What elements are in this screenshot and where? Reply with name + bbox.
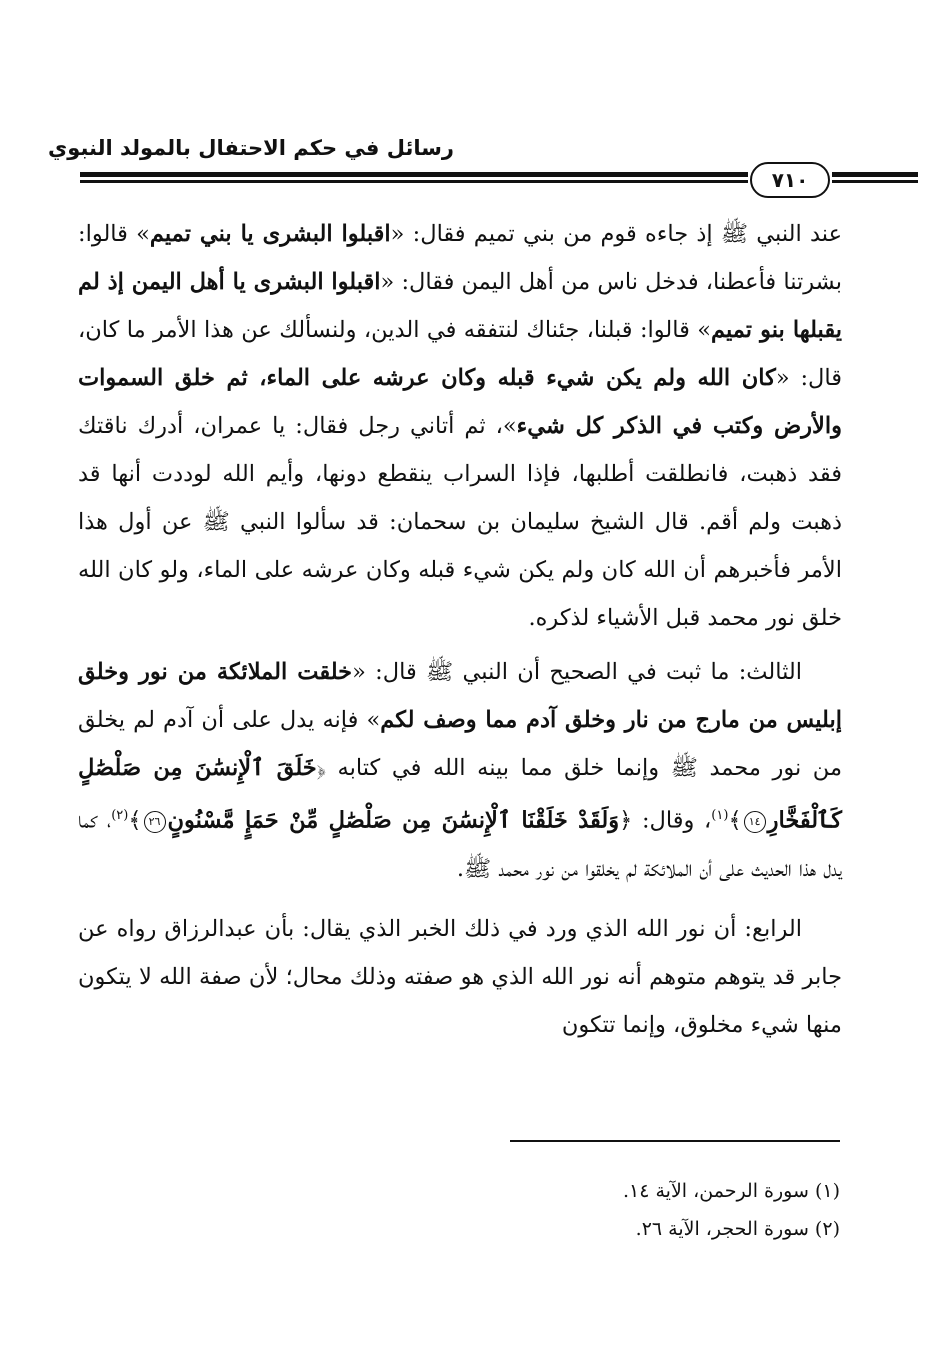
- p1-text-c: » قالوا: بشرتنا فأعطنا، فدخل ناس من أهل اليمن فقال: «: [78, 221, 842, 295]
- footnote-2: (٢) سورة الحجر، الآية ٢٦.: [635, 1218, 840, 1240]
- paragraph-1: [78, 210, 842, 642]
- header-rule-right-bottom: [832, 180, 918, 183]
- p1-text-g: »، ثم أتاني رجل فقال: يا عمران، أدرك ناقتك فقد ذهبت، فانطلقت أطلبها، فإذا السراب ينقطع دونها، وأيم الله لوددت أنها قد ذهبت ولم أقم. قال الشيخ سليمان بن سحمان: قد سألوا النبي ﷺ عن أول هذا الأمر فأخبرهم أن الله كان ولم يكن شيء قبله وكان عرشه على الماء، ولو كان الله خلق نور محمد قبل الأشياء لذكره.: [78, 413, 842, 631]
- main-text: [78, 210, 842, 1049]
- p2-text-e: ، كما يدل هذا الحديث على أن الملائكة لم يخلقوا من نور محمد ﷺ.: [78, 807, 842, 882]
- header-rule-top: [80, 172, 748, 177]
- p2-text-d: ، وقال: ﴿: [619, 807, 712, 834]
- ayah-marker-2: ٢٦: [144, 811, 166, 833]
- paragraph-2: الثالث: ما ثبت في الصحيح أن النبي ﷺ قال: «خلقت الملائكة من نور وخلق إبليس من مارج من نار وخلق آدم مما وصف لكم» فإنه يدل على أن آدم لم يخلق من نور محمد ﷺ وإنما خلق مما بينه الله في كتابه ﴿خَلَقَ ٱلْإِنسَٰنَ مِن صَلْصَٰلٍ كَٱلْفَخَّارِ١٤﴾$^{(١)}$، وقال: ﴿وَلَقَدْ خَلَقْنَا ٱلْإِنسَٰنَ مِن صَلْصَٰلٍ مِّنْ حَمَإٍ مَّسْنُونٍ٢٦﴾$^{(٢)}$، كما يدل هذا الحديث على أن الملائكة لم يخلقوا من نور محمد ﷺ.: [78, 659, 843, 882]
- header-rule-right-top: [832, 172, 918, 177]
- p1-text-e: » قالوا: قبلنا، جئناك لنتفقه في الدين، ولنسألك عن هذا الأمر ما كان، قال: «: [78, 317, 842, 391]
- p2-text-c: » فإنه يدل على أن آدم لم يخلق من نور محمد ﷺ وإنما خلق مما بينه الله في كتابه ﴿: [78, 707, 842, 781]
- footnote-ref-2: (٢): [111, 808, 129, 823]
- page-number: ٧١٠: [750, 162, 830, 198]
- p1-hadith-2: اقبلوا البشرى يا أهل اليمن إذ لم يقبلها بنو تميم: [78, 269, 842, 343]
- quran-verse-2: وَلَقَدْ خَلَقْنَا ٱلْإِنسَٰنَ مِن صَلْصَٰلٍ مِّنْ حَمَإٍ مَّسْنُونٍ: [167, 807, 620, 834]
- footnote-1: (١) سورة الرحمن، الآية ١٤.: [622, 1180, 840, 1202]
- paragraph-3: [78, 905, 842, 1049]
- p2-hadith: خلقت الملائكة من نور وخلق إبليس من مارج من نار وخلق آدم مما وصف لكم: [78, 659, 842, 733]
- p1-text-a: عند النبي ﷺ إذ جاءه قوم من بني تميم فقال: «: [390, 221, 842, 247]
- running-title: رسائل في حكم الاحتفال بالمولد النبوي: [48, 136, 454, 160]
- page-header: [48, 128, 850, 198]
- footnote-divider: [510, 1140, 840, 1142]
- ayah-marker-1: ١٤: [744, 811, 766, 833]
- p2-text-a: الثالث: ما ثبت في الصحيح أن النبي ﷺ قال: «: [352, 659, 803, 685]
- p1-hadith-1: اقبلوا البشرى يا بني تميم: [149, 221, 391, 247]
- quran-verse-1: خَلَقَ ٱلْإِنسَٰنَ مِن صَلْصَٰلٍ كَٱلْفَخَّارِ: [78, 755, 843, 834]
- p1-hadith-3: كان الله ولم يكن شيء قبله وكان عرشه على الماء، ثم خلق السموات والأرض وكتب في الذكر كل شيء: [78, 365, 842, 439]
- header-rule-bottom: [80, 180, 748, 183]
- footnote-ref-1: (١): [711, 808, 729, 823]
- footnotes: [340, 1172, 840, 1248]
- p3-text: الرابع: أن نور الله الذي ورد في ذلك الخبر الذي يقال: بأن عبدالرزاق رواه عن جابر قد يتوهم متوهم أنه نور الله الذي هو صفته وذلك محال؛ لأن صفة الله لا يتكون منها شيء مخلوق، وإنما تتكون: [78, 915, 842, 1038]
